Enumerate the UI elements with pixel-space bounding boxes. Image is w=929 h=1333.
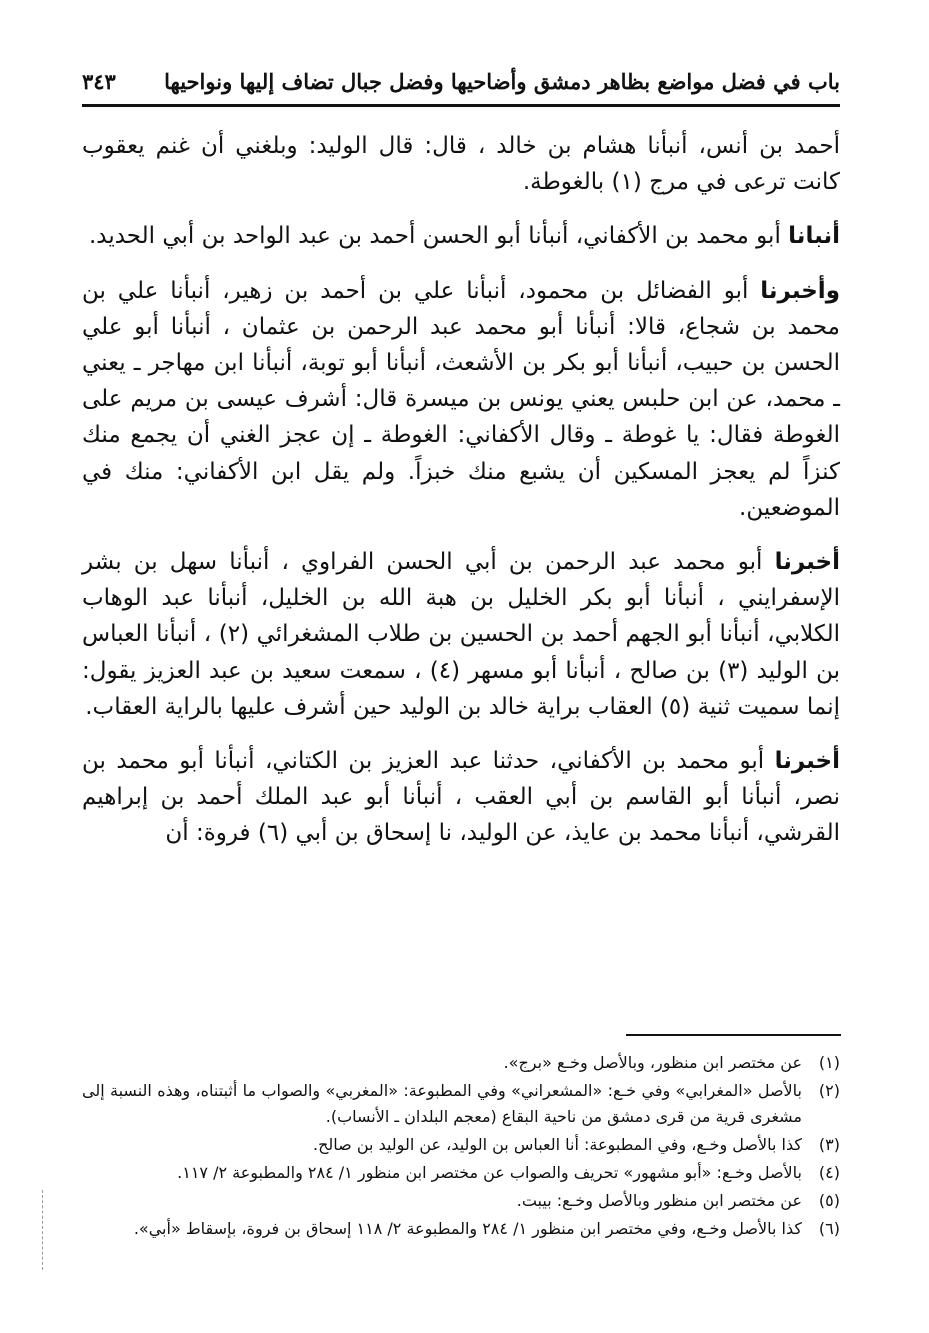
footnote-number: (٢) — [818, 1081, 840, 1100]
paragraph-4 — [82, 544, 840, 725]
footnote-number: (٦) — [818, 1219, 840, 1238]
paragraph-text: أحمد بن أنس، أنبأنا هشام بن خالد ، قال: قال الوليد: وبلغني أن غنم يعقوب كانت ترعى في مرج (١) بالغوطة. — [82, 133, 840, 196]
footnote-5 — [82, 1188, 840, 1214]
scan-margin-mark — [42, 1190, 43, 1270]
paragraph-lead: أخبرنا — [774, 748, 840, 775]
footnote-3 — [82, 1132, 840, 1158]
footnote-4 — [82, 1160, 840, 1186]
paragraph-text: أبو محمد بن الأكفاني، أنبأنا أبو الحسن أحمد بن عبد الواحد بن أبي الحديد. — [88, 223, 789, 250]
paragraph-text: أبو الفضائل بن محمود، أنبأنا علي بن أحمد بن زهير، أنبأنا علي بن محمد بن شجاع، قالا: أنبأنا أبو محمد عبد الرحمن بن عثمان ، أنبأنا أبو علي الحسن بن حبيب، أنبأنا أبو بكر بن الأشعث، أنبأنا أبو توبة، أنبأنا ابن مهاجر ـ يعني ـ محمد، عن ابن حلبس يعني يونس بن ميسرة قال: أشرف عيسى بن مريم على الغوطة فقال: يا غوطة ـ وقال الأكفاني: الغوطة ـ إن عجز الغني أن يجمع منك كنزاً لم يعجز المسكين أن يشبع منك خبزاً. ولم يقل ابن الأكفاني: منك في الموضعين. — [82, 277, 840, 521]
footnote-number: (١) — [818, 1053, 840, 1072]
paragraph-text: أبو محمد عبد الرحمن بن أبي الحسن الفراوي ، أنبأنا سهل بن بشر الإسفرايني ، أنبأنا أبو بكر الخليل بن هبة الله بن الخليل، أنبأنا عبد الوهاب الكلابي، أنبأنا أبو الجهم أحمد بن الحسين بن طلاب المشغرائي (٢) ، أنبأنا العباس بن الوليد (٣) بن صالح ، أنبأنا أبو مسهر (٤) ، سمعت سعيد بن عبد العزيز يقول: إنما سميت ثنية (٥) العقاب براية خالد بن الوليد حين أشرف عليها بالراية العقاب. — [82, 549, 840, 720]
footnote-rule — [626, 1034, 841, 1036]
footnote-6 — [82, 1216, 840, 1242]
paragraph-lead: وأخبرنا — [760, 277, 840, 304]
footnote-text: كذا بالأصل وخـع، وفي مختصر ابن منظور ١/ ٢٨٤ والمطبوعة ٢/ ١١٨ إسحاق بن فروة، بإسقاط «أبي». — [133, 1219, 802, 1238]
main-text — [82, 128, 840, 870]
footnote-number: (٥) — [818, 1191, 840, 1210]
chapter-title: باب في فضل مواضع بظاهر دمشق وأضاحيها وفضل جبال تضاف إليها ونواحيها — [164, 68, 840, 94]
footnote-text: بالأصل وخـع: «أبو مشهور» تحريف والصواب عن مختصر ابن منظور ١/ ٢٨٤ والمطبوعة ٢/ ١١٧. — [177, 1163, 802, 1182]
footnote-text: عن مختصر ابن منظور وبالأصل وخـع: بيبت. — [516, 1191, 802, 1210]
page-number: ٣٤٣ — [82, 68, 116, 94]
footnote-2 — [82, 1078, 840, 1130]
footnote-text: كذا بالأصل وخـع، وفي المطبوعة: أنا العباس بن الوليد، عن الوليد بن صالح. — [313, 1135, 802, 1154]
footnote-text: بالأصل «المغرابي» وفي خـع: «المشعراني» وفي المطبوعة: «المغربي» والصواب ما أثبتناه، وهذه النسبة إلى مشغرى قرية من قرى دمشق من ناحية البقاع (معجم البلدان ـ الأنساب). — [82, 1081, 802, 1126]
header-rule — [82, 104, 840, 107]
paragraph-2 — [82, 218, 840, 254]
paragraph-5 — [82, 743, 840, 852]
paragraph-1 — [82, 128, 840, 200]
footnote-number: (٤) — [818, 1163, 840, 1182]
footnote-1 — [82, 1050, 840, 1076]
paragraph-lead: أنبانا — [788, 223, 840, 250]
paragraph-lead: أخبرنا — [774, 549, 840, 576]
footnote-text: عن مختصر ابن منظور، وبالأصل وخـع «برج». — [503, 1053, 802, 1072]
paragraph-3 — [82, 273, 840, 526]
paragraph-text: أبو محمد بن الأكفاني، حدثنا عبد العزيز بن الكتاني، أنبأنا أبو محمد بن نصر، أنبأنا أبو القاسم بن أبي العقب ، أنبأنا أبو عبد الملك أحمد بن إبراهيم القرشي، أنبأنا محمد بن عايذ، عن الوليد، نا إسحاق بن أبي (٦) فروة: أن — [82, 748, 840, 847]
footnotes — [82, 1050, 840, 1244]
running-header — [82, 62, 840, 100]
footnote-number: (٣) — [818, 1135, 840, 1154]
